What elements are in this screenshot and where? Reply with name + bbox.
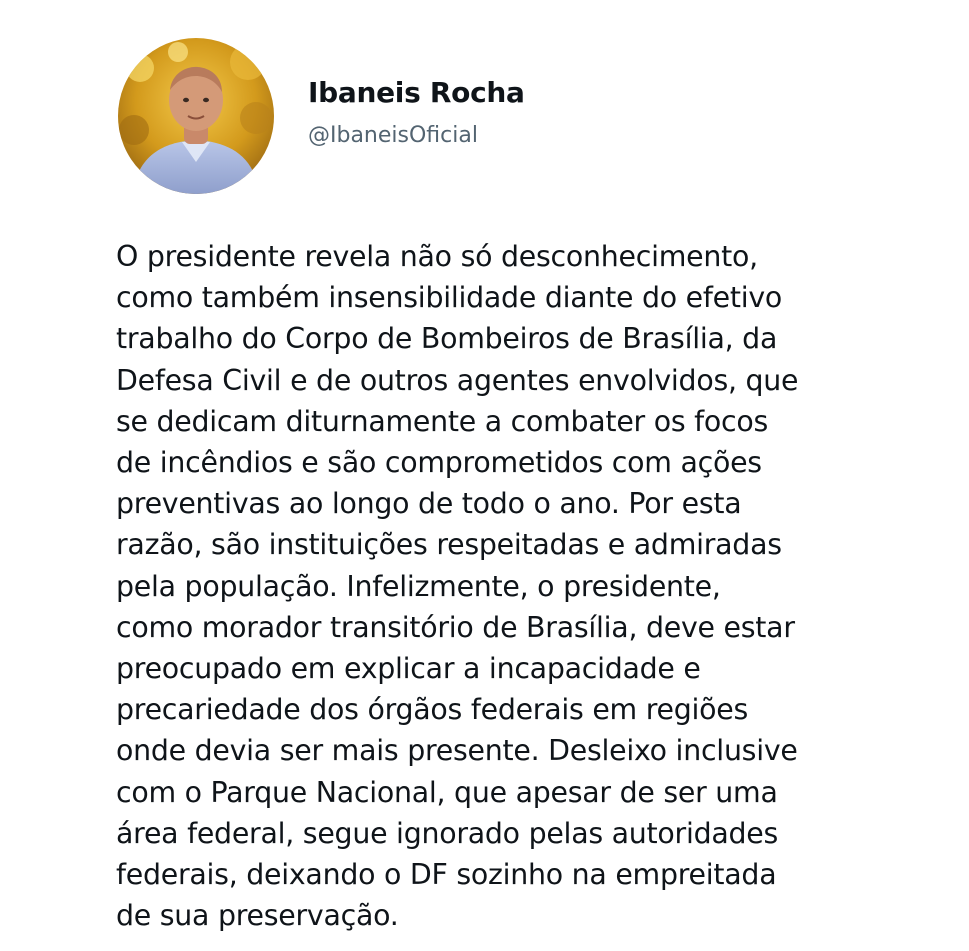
tweet-text-line: onde devia ser mais presente. Desleixo inclusive bbox=[116, 734, 798, 768]
tweet-text-line: Defesa Civil e de outros agentes envolvidos, que bbox=[116, 363, 799, 397]
profile-photo-icon bbox=[118, 38, 274, 194]
tweet-text-line: razão, são instituições respeitadas e admiradas bbox=[116, 528, 782, 562]
tweet-text-line: área federal, segue ignorado pelas autoridades bbox=[116, 816, 779, 850]
tweet-text-line: de incêndios e são comprometidos com ações bbox=[116, 446, 762, 480]
tweet-text-line: como também insensibilidade diante do efetivo bbox=[116, 281, 783, 315]
tweet-text bbox=[116, 236, 916, 936]
tweet-text-line: de sua preservação. bbox=[116, 899, 399, 933]
tweet-text-line: precariedade dos órgãos federais em regiões bbox=[116, 693, 749, 727]
tweet-text-line: se dedicam diturnamente a combater os focos bbox=[116, 404, 769, 438]
tweet-text-line: como morador transitório de Brasília, deve estar bbox=[116, 610, 795, 644]
tweet-text-line: com o Parque Nacional, que apesar de ser uma bbox=[116, 775, 778, 809]
user-block bbox=[308, 75, 525, 151]
tweet-text-line: preventivas ao longo de todo o ano. Por esta bbox=[116, 487, 742, 521]
avatar[interactable] bbox=[118, 38, 274, 194]
tweet-text-line: federais, deixando o DF sozinho na empreitada bbox=[116, 858, 777, 892]
tweet-text-line: pela população. Infelizmente, o presidente, bbox=[116, 569, 721, 603]
tweet-text-line: trabalho do Corpo de Bombeiros de Brasília, da bbox=[116, 322, 778, 356]
tweet-text-line: preocupado em explicar a incapacidade e bbox=[116, 652, 701, 686]
tweet-header bbox=[118, 38, 525, 194]
display-name[interactable]: Ibaneis Rocha bbox=[308, 76, 525, 109]
user-handle[interactable]: @IbaneisOficial bbox=[308, 123, 478, 148]
tweet-text-line: O presidente revela não só desconhecimento, bbox=[116, 240, 758, 273]
